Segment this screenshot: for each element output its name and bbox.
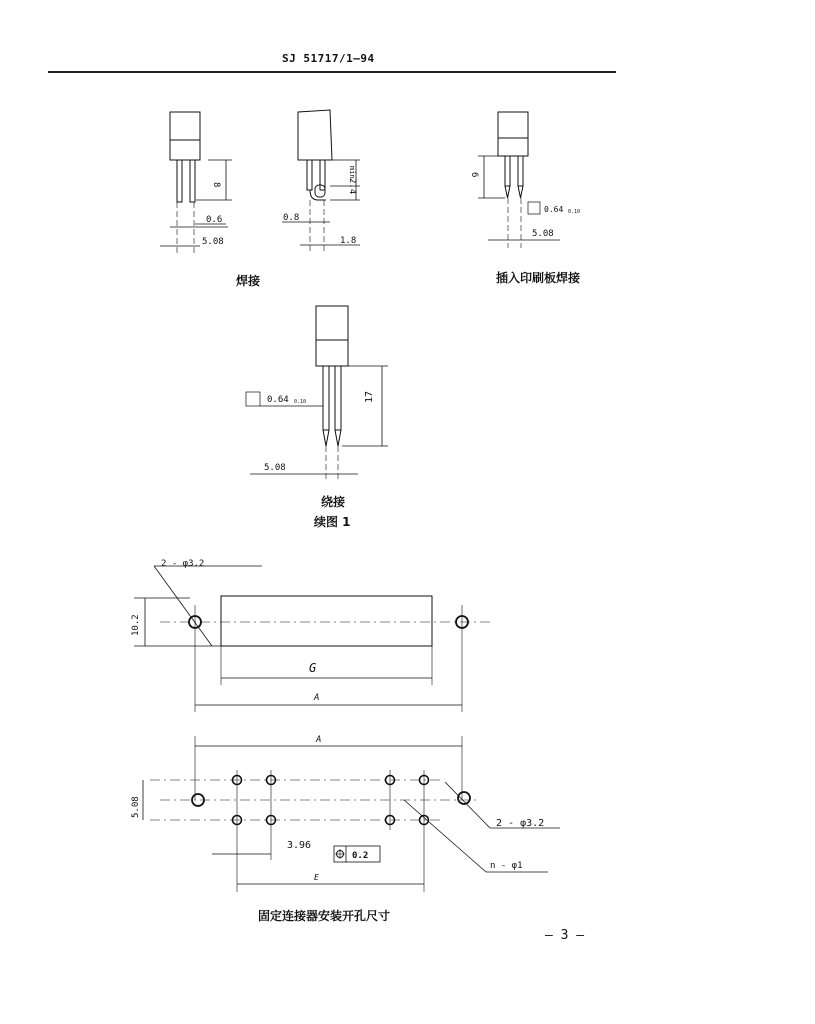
dim-min: min [348, 166, 356, 179]
dim-8: 8 [211, 182, 221, 188]
dim-tol-a: 0.10 [568, 209, 581, 215]
document-number: SJ 51717/1—94 [282, 52, 375, 65]
dim-2-4: 2.4 [347, 178, 357, 195]
dim-0-8: 0.8 [283, 213, 300, 223]
dim-5-08: 5.08 [131, 796, 141, 818]
dim-G: G [309, 661, 317, 675]
small-hole-note: n - φ1 [490, 861, 523, 871]
dim-5-08-c: 5.08 [264, 463, 286, 473]
dim-A-top: A [314, 693, 320, 703]
dim-0-64-b: 0.64 [267, 395, 289, 405]
dim-E: E [314, 873, 319, 882]
hole-note-right: 2 - φ3.2 [496, 818, 545, 829]
mounting-outline-drawing [134, 566, 490, 712]
dim-6: 6 [469, 172, 479, 178]
dim-0-64-a: 0.64 [544, 205, 564, 214]
dim-5-08-b: 5.08 [532, 229, 554, 239]
caption-solder: 焊接 [236, 274, 261, 288]
caption-wire-wrap: 绕接 [321, 495, 346, 509]
dim-A-bottom: A [316, 735, 322, 745]
dim-10-2: 10.2 [131, 614, 141, 636]
dim-5-08-a: 5.08 [202, 237, 224, 247]
caption-pcb-solder: 插入印刷板焊接 [496, 271, 581, 285]
position-tolerance: 0.2 [352, 851, 369, 861]
hole-note-top: 2 - φ3.2 [161, 559, 205, 569]
caption-mounting: 固定连接器安装开孔尺寸 [258, 909, 391, 923]
dim-3-96: 3.96 [287, 840, 312, 851]
page-number: — 3 — [545, 928, 585, 943]
dim-1-8: 1.8 [340, 236, 357, 246]
pcb-connector-drawing [478, 112, 560, 248]
figure-caption-cont: 续图 1 [314, 515, 351, 529]
dim-0-6-a: 0.6 [206, 215, 223, 225]
dim-tol-b: 0.10 [294, 399, 307, 405]
dim-17: 17 [364, 390, 375, 403]
